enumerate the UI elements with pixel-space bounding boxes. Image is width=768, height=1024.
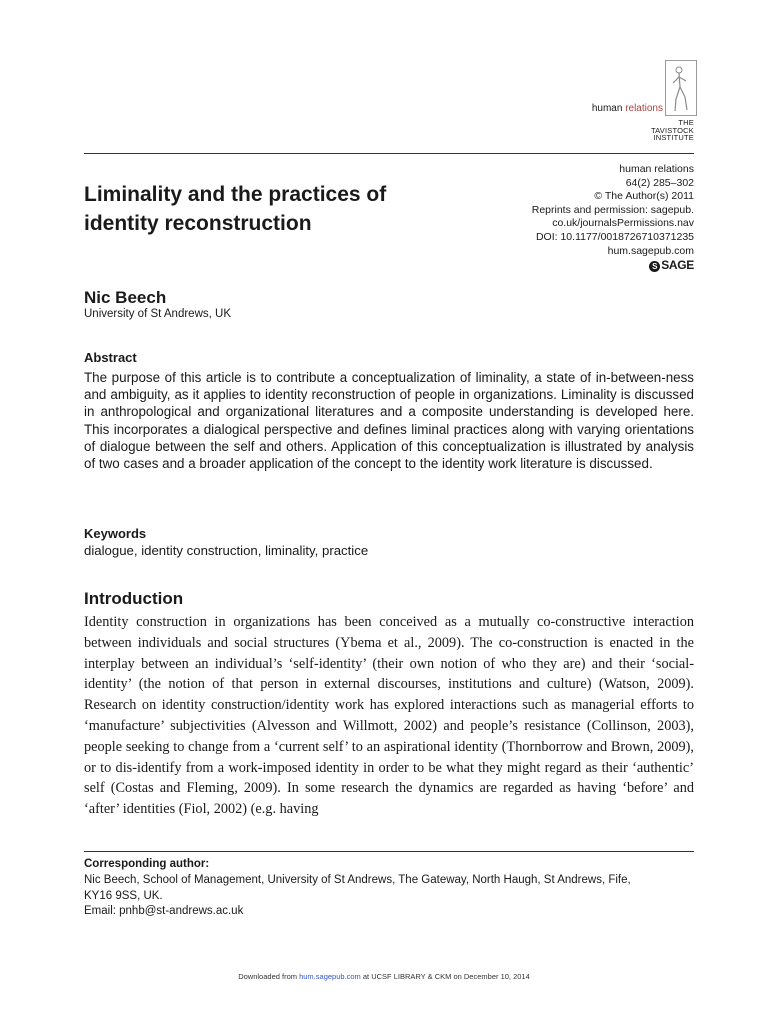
meta-copyright: © The Author(s) 2011 [594,190,694,203]
sage-text: SAGE [661,258,694,272]
tavistock-line2: TAVISTOCK [650,125,694,135]
corresponding-email: Email: pnhb@st-andrews.ac.uk [84,905,244,917]
introduction-heading: Introduction [84,589,184,608]
logo-text-relations: relations [625,103,663,114]
publication-metadata [470,163,694,258]
meta-journal: human relations [619,163,694,175]
corresponding-line1: Nic Beech, School of Management, University of St Andrews, The Gateway, North Haugh, St Andrews, Fife, [84,874,631,886]
keywords-text: dialogue, identity construction, liminality, practice [84,543,369,558]
sage-s-icon: S [649,261,660,272]
tavistock-line1: THE [678,118,694,127]
meta-reprints-line2: co.uk/journalsPermissions.nav [552,217,694,230]
keywords-heading: Keywords [84,526,147,541]
download-suffix: at UCSF LIBRARY & CKM on December 10, 2014 [360,972,530,981]
corresponding-line2: KY16 9SS, UK. [84,889,163,902]
tavistock-logo [620,119,694,142]
author-affiliation: University of St Andrews, UK [84,308,231,320]
corresponding-author-details [84,873,694,920]
download-prefix: Downloaded from [238,972,300,981]
header-divider [84,153,694,154]
article-title: Liminality and the practices of identity reconstruction [84,183,387,235]
journal-logo-figure-icon [665,60,697,116]
sage-logo [630,258,694,272]
download-link[interactable]: hum.sagepub.com [299,972,361,981]
corresponding-author-heading: Corresponding author: [84,858,210,870]
abstract-text: The purpose of this article is to contribute a conceptualization of liminality, a state of in-between-ness and ambiguity, as it applies to identity reconstruction of people in organizations. Liminality is discussed in anthropological and organizational literatures and a composite understanding is developed here. This incorporates a dialogical perspective and defines liminal practices along with varying orientations of dialogue between the self and others. Application of this conceptualization is illustrated by analysis of two cases and a broader application of the concept to the identity work literature is discussed. [84,370,694,472]
tavistock-line3: INSTITUTE [653,133,694,142]
meta-reprints-line1: Reprints and permission: sagepub. [531,203,694,216]
introduction-text: Identity construction in organizations has been conceived as a mutually co-constructive interaction between individuals and social structures (Ybema et al., 2009). The co-construction is enacted in the interplay between an individual’s ‘self-identity’ (their own notion of who they are) and their ‘social-identity’ (the notion of that person in external discourses, institutions and culture) (Watson, 2009). Research on identity construction/identity work has explored interactions such as managerial efforts to ‘manufacture’ subjectivities (Alvesson and Willmott, 2002) and people’s resistance (Collinson, 2003), people seeking to change from a ‘current self’ to an aspirational identity (Thornborrow and Brown, 2009), or to dis-identify from a work-imposed identity in order to be what they might regard as their ‘authentic’ self (Costas and Fleming, 2009). In some research the dynamics are regarded as having ‘before’ and ‘after’ identities (Fiol, 2002) (e.g. having [84,614,694,818]
author-name: Nic Beech [84,288,167,307]
meta-site: hum.sagepub.com [607,244,694,257]
abstract-heading: Abstract [84,350,137,365]
meta-doi: DOI: 10.1177/0018726710371235 [535,230,694,243]
journal-logo-text [560,103,663,114]
meta-volume: 64(2) 285–302 [625,176,694,189]
download-notice [0,972,768,981]
logo-text-human: human [591,103,626,114]
footnote-divider [84,851,694,852]
